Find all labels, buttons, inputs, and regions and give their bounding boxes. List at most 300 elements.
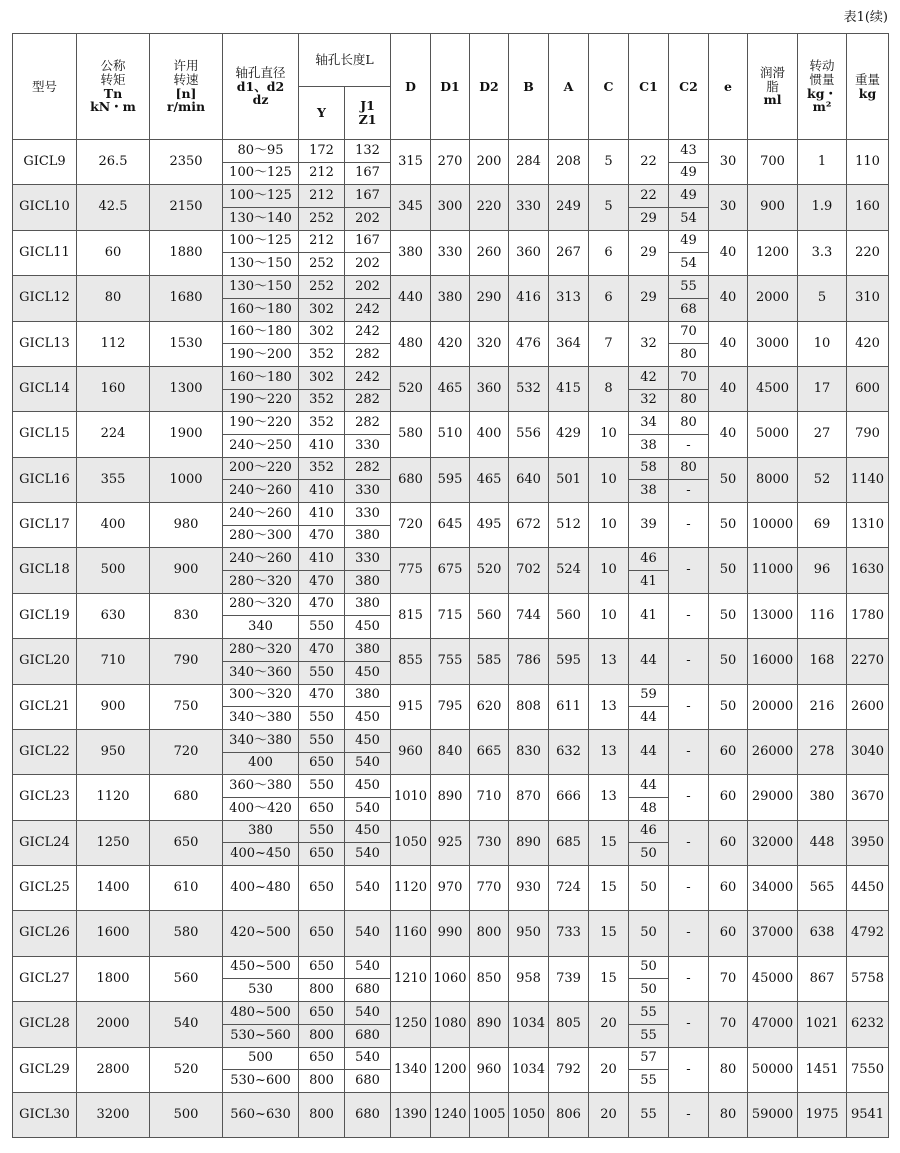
inertia-cell: 69 — [798, 503, 847, 548]
dim-D-cell: 1390 — [391, 1092, 431, 1137]
model-cell: GICL13 — [13, 321, 77, 366]
dim-C1-cell: 41 — [629, 593, 669, 638]
table-row — [13, 729, 889, 752]
dim-B-cell: 360 — [509, 230, 549, 275]
bore-cell: 200～220 — [223, 457, 299, 480]
grease-cell: 37000 — [748, 911, 798, 956]
header-D1: D1 — [431, 34, 470, 140]
table-row — [13, 820, 889, 843]
weight-cell: 600 — [847, 366, 889, 411]
dim-D-cell: 480 — [391, 321, 431, 366]
length-j1z1-cell: 380 — [345, 639, 391, 662]
dim-D2-cell: 465 — [470, 457, 509, 502]
dim-B-cell: 416 — [509, 276, 549, 321]
dim-C1-cell: 44 — [629, 639, 669, 684]
dim-C-cell: 20 — [589, 1047, 629, 1092]
length-y-cell: 302 — [299, 321, 345, 344]
dim-C-cell: 13 — [589, 684, 629, 729]
speed-cell: 1530 — [150, 321, 223, 366]
length-y-cell: 550 — [299, 729, 345, 752]
dim-D-cell: 960 — [391, 729, 431, 774]
dim-C-cell: 10 — [589, 593, 629, 638]
dim-D1-cell: 675 — [431, 548, 470, 593]
header-Y: Y — [299, 87, 345, 140]
torque-cell: 112 — [77, 321, 150, 366]
dim-e-cell: 40 — [709, 230, 748, 275]
length-y-cell: 302 — [299, 298, 345, 321]
bore-cell: 300～320 — [223, 684, 299, 707]
dim-D1-cell: 890 — [431, 775, 470, 820]
dim-C1-cell: 38 — [629, 480, 669, 503]
dim-D1-cell: 595 — [431, 457, 470, 502]
table-row — [13, 412, 889, 435]
speed-cell: 1000 — [150, 457, 223, 502]
speed-cell: 500 — [150, 1092, 223, 1137]
length-j1z1-cell: 330 — [345, 548, 391, 571]
bore-cell: 340～380 — [223, 729, 299, 752]
model-cell: GICL17 — [13, 503, 77, 548]
grease-cell: 11000 — [748, 548, 798, 593]
inertia-cell: 1.9 — [798, 185, 847, 230]
model-cell: GICL16 — [13, 457, 77, 502]
dim-C2-cell: 80 — [669, 344, 709, 367]
dim-A-cell: 792 — [549, 1047, 589, 1092]
weight-cell: 110 — [847, 140, 889, 185]
table-row — [13, 321, 889, 344]
dim-D2-cell: 360 — [470, 366, 509, 411]
dim-C2-cell: 80 — [669, 389, 709, 412]
dim-A-cell: 501 — [549, 457, 589, 502]
speed-cell: 540 — [150, 1002, 223, 1047]
torque-cell: 42.5 — [77, 185, 150, 230]
dim-D2-cell: 400 — [470, 412, 509, 457]
bore-cell: 340～380 — [223, 707, 299, 730]
dim-C-cell: 15 — [589, 820, 629, 865]
dim-C1-cell: 22 — [629, 185, 669, 208]
length-j1z1-cell: 380 — [345, 525, 391, 548]
length-y-cell: 410 — [299, 434, 345, 457]
inertia-cell: 3.3 — [798, 230, 847, 275]
inertia-cell: 1975 — [798, 1092, 847, 1137]
weight-cell: 3670 — [847, 775, 889, 820]
dim-e-cell: 70 — [709, 1002, 748, 1047]
model-cell: GICL29 — [13, 1047, 77, 1092]
model-cell: GICL15 — [13, 412, 77, 457]
weight-cell: 4450 — [847, 866, 889, 911]
weight-cell: 420 — [847, 321, 889, 366]
weight-cell: 1310 — [847, 503, 889, 548]
dim-D-cell: 1160 — [391, 911, 431, 956]
dim-e-cell: 50 — [709, 503, 748, 548]
dim-C-cell: 5 — [589, 140, 629, 185]
dim-C1-cell: 50 — [629, 843, 669, 866]
speed-cell: 1300 — [150, 366, 223, 411]
table-row — [13, 503, 889, 526]
inertia-cell: 52 — [798, 457, 847, 502]
dim-D2-cell: 320 — [470, 321, 509, 366]
dim-A-cell: 560 — [549, 593, 589, 638]
dim-A-cell: 611 — [549, 684, 589, 729]
length-j1z1-cell: 242 — [345, 321, 391, 344]
length-y-cell: 650 — [299, 956, 345, 979]
dim-A-cell: 429 — [549, 412, 589, 457]
weight-cell: 5758 — [847, 956, 889, 1001]
dim-A-cell: 524 — [549, 548, 589, 593]
bore-cell: 80～95 — [223, 140, 299, 163]
dim-C2-cell: - — [669, 911, 709, 956]
dim-D2-cell: 620 — [470, 684, 509, 729]
length-j1z1-cell: 330 — [345, 503, 391, 526]
length-y-cell: 302 — [299, 366, 345, 389]
dim-A-cell: 415 — [549, 366, 589, 411]
length-j1z1-cell: 540 — [345, 1002, 391, 1025]
grease-cell: 26000 — [748, 729, 798, 774]
dim-e-cell: 50 — [709, 684, 748, 729]
speed-cell: 560 — [150, 956, 223, 1001]
torque-cell: 355 — [77, 457, 150, 502]
dim-A-cell: 364 — [549, 321, 589, 366]
dim-C2-cell: - — [669, 820, 709, 865]
dim-C1-cell: 50 — [629, 956, 669, 979]
header-length-group: 轴孔长度L — [299, 34, 391, 87]
speed-cell: 830 — [150, 593, 223, 638]
dim-C1-cell: 29 — [629, 208, 669, 231]
model-cell: GICL9 — [13, 140, 77, 185]
dim-C2-cell: 49 — [669, 162, 709, 185]
dim-e-cell: 30 — [709, 185, 748, 230]
dim-C2-cell: 70 — [669, 366, 709, 389]
bore-cell: 340 — [223, 616, 299, 639]
weight-cell: 3950 — [847, 820, 889, 865]
speed-cell: 750 — [150, 684, 223, 729]
dim-C1-cell: 48 — [629, 797, 669, 820]
dim-D2-cell: 730 — [470, 820, 509, 865]
length-y-cell: 470 — [299, 593, 345, 616]
dim-D-cell: 775 — [391, 548, 431, 593]
dim-C2-cell: 54 — [669, 208, 709, 231]
bore-cell: 130～140 — [223, 208, 299, 231]
dim-C2-cell: 43 — [669, 140, 709, 163]
dim-C1-cell: 55 — [629, 1070, 669, 1093]
dim-C1-cell: 38 — [629, 434, 669, 457]
dim-e-cell: 60 — [709, 820, 748, 865]
model-cell: GICL23 — [13, 775, 77, 820]
dim-B-cell: 330 — [509, 185, 549, 230]
table-row — [13, 276, 889, 299]
dim-C-cell: 20 — [589, 1092, 629, 1137]
speed-cell: 2150 — [150, 185, 223, 230]
length-y-cell: 800 — [299, 1070, 345, 1093]
model-cell: GICL22 — [13, 729, 77, 774]
length-j1z1-cell: 450 — [345, 616, 391, 639]
header-speed: 许用 转速 [n] r/min — [150, 34, 223, 140]
dim-D-cell: 380 — [391, 230, 431, 275]
length-j1z1-cell: 680 — [345, 979, 391, 1002]
model-cell: GICL27 — [13, 956, 77, 1001]
inertia-cell: 5 — [798, 276, 847, 321]
bore-cell: 240～260 — [223, 503, 299, 526]
dim-e-cell: 50 — [709, 593, 748, 638]
dim-D2-cell: 220 — [470, 185, 509, 230]
bore-cell: 130～150 — [223, 253, 299, 276]
dim-D2-cell: 200 — [470, 140, 509, 185]
dim-C2-cell: - — [669, 434, 709, 457]
grease-cell: 34000 — [748, 866, 798, 911]
length-y-cell: 650 — [299, 1047, 345, 1070]
length-j1z1-cell: 540 — [345, 1047, 391, 1070]
dim-C1-cell: 57 — [629, 1047, 669, 1070]
inertia-cell: 116 — [798, 593, 847, 638]
length-y-cell: 252 — [299, 208, 345, 231]
bore-cell: 530~560 — [223, 1024, 299, 1047]
dim-C2-cell: - — [669, 729, 709, 774]
length-j1z1-cell: 282 — [345, 389, 391, 412]
bore-cell: 530 — [223, 979, 299, 1002]
dim-C-cell: 10 — [589, 412, 629, 457]
grease-cell: 4500 — [748, 366, 798, 411]
dim-C1-cell: 46 — [629, 548, 669, 571]
header-grease: 润滑 脂 ml — [748, 34, 798, 140]
length-y-cell: 650 — [299, 1002, 345, 1025]
dim-e-cell: 80 — [709, 1092, 748, 1137]
inertia-cell: 10 — [798, 321, 847, 366]
length-j1z1-cell: 540 — [345, 797, 391, 820]
bore-cell: 360～380 — [223, 775, 299, 798]
header-torque: 公称 转矩 Tn kN・m — [77, 34, 150, 140]
torque-cell: 2000 — [77, 1002, 150, 1047]
dim-C2-cell: - — [669, 956, 709, 1001]
inertia-cell: 17 — [798, 366, 847, 411]
bore-cell: 130～150 — [223, 276, 299, 299]
torque-cell: 1600 — [77, 911, 150, 956]
length-j1z1-cell: 380 — [345, 571, 391, 594]
speed-cell: 1900 — [150, 412, 223, 457]
dim-C-cell: 13 — [589, 639, 629, 684]
dim-e-cell: 60 — [709, 729, 748, 774]
header-C2: C2 — [669, 34, 709, 140]
bore-cell: 480~500 — [223, 1002, 299, 1025]
dim-C1-cell: 32 — [629, 321, 669, 366]
bore-cell: 420~500 — [223, 911, 299, 956]
dim-A-cell: 739 — [549, 956, 589, 1001]
length-j1z1-cell: 167 — [345, 185, 391, 208]
dim-C2-cell: - — [669, 593, 709, 638]
dim-C-cell: 13 — [589, 729, 629, 774]
table-row — [13, 140, 889, 163]
dim-e-cell: 50 — [709, 548, 748, 593]
dim-C1-cell: 22 — [629, 140, 669, 185]
dim-D2-cell: 495 — [470, 503, 509, 548]
bore-cell: 340～360 — [223, 661, 299, 684]
dim-B-cell: 672 — [509, 503, 549, 548]
length-j1z1-cell: 450 — [345, 775, 391, 798]
dim-D1-cell: 1200 — [431, 1047, 470, 1092]
header-e: e — [709, 34, 748, 140]
torque-cell: 60 — [77, 230, 150, 275]
header-B: B — [509, 34, 549, 140]
dim-C-cell: 7 — [589, 321, 629, 366]
dim-C1-cell: 29 — [629, 276, 669, 321]
length-y-cell: 352 — [299, 457, 345, 480]
dim-A-cell: 724 — [549, 866, 589, 911]
dim-C1-cell: 34 — [629, 412, 669, 435]
speed-cell: 580 — [150, 911, 223, 956]
dim-e-cell: 40 — [709, 412, 748, 457]
length-j1z1-cell: 167 — [345, 162, 391, 185]
table-row — [13, 911, 889, 956]
dim-C-cell: 10 — [589, 503, 629, 548]
speed-cell: 520 — [150, 1047, 223, 1092]
dim-C1-cell: 44 — [629, 775, 669, 798]
dim-D-cell: 680 — [391, 457, 431, 502]
grease-cell: 1200 — [748, 230, 798, 275]
dim-D2-cell: 665 — [470, 729, 509, 774]
dim-C2-cell: - — [669, 548, 709, 593]
model-cell: GICL14 — [13, 366, 77, 411]
torque-cell: 1120 — [77, 775, 150, 820]
dim-A-cell: 595 — [549, 639, 589, 684]
weight-cell: 1630 — [847, 548, 889, 593]
model-cell: GICL28 — [13, 1002, 77, 1047]
grease-cell: 8000 — [748, 457, 798, 502]
dim-A-cell: 512 — [549, 503, 589, 548]
bore-cell: 280～320 — [223, 639, 299, 662]
dim-C2-cell: - — [669, 639, 709, 684]
dim-e-cell: 30 — [709, 140, 748, 185]
dim-B-cell: 830 — [509, 729, 549, 774]
dim-D-cell: 815 — [391, 593, 431, 638]
dim-B-cell: 950 — [509, 911, 549, 956]
length-j1z1-cell: 282 — [345, 457, 391, 480]
length-y-cell: 470 — [299, 639, 345, 662]
bore-cell: 190～200 — [223, 344, 299, 367]
table-row — [13, 1047, 889, 1070]
model-cell: GICL10 — [13, 185, 77, 230]
dim-D2-cell: 710 — [470, 775, 509, 820]
dim-e-cell: 60 — [709, 775, 748, 820]
header-model: 型号 — [13, 34, 77, 140]
length-y-cell: 650 — [299, 843, 345, 866]
speed-cell: 980 — [150, 503, 223, 548]
bore-cell: 560~630 — [223, 1092, 299, 1137]
dim-B-cell: 1050 — [509, 1092, 549, 1137]
torque-cell: 630 — [77, 593, 150, 638]
table-body — [13, 140, 889, 1138]
dim-A-cell: 632 — [549, 729, 589, 774]
table-row — [13, 866, 889, 911]
dim-A-cell: 313 — [549, 276, 589, 321]
inertia-cell: 278 — [798, 729, 847, 774]
length-j1z1-cell: 132 — [345, 140, 391, 163]
speed-cell: 1680 — [150, 276, 223, 321]
table-row — [13, 457, 889, 480]
dim-C2-cell: - — [669, 503, 709, 548]
grease-cell: 700 — [748, 140, 798, 185]
dim-C1-cell: 55 — [629, 1002, 669, 1025]
bore-cell: 190～220 — [223, 412, 299, 435]
length-j1z1-cell: 680 — [345, 1092, 391, 1137]
weight-cell: 4792 — [847, 911, 889, 956]
dim-D-cell: 580 — [391, 412, 431, 457]
dim-D1-cell: 270 — [431, 140, 470, 185]
table-row — [13, 548, 889, 571]
bore-cell: 190～220 — [223, 389, 299, 412]
weight-cell: 2600 — [847, 684, 889, 729]
torque-cell: 160 — [77, 366, 150, 411]
bore-cell: 100～125 — [223, 230, 299, 253]
dim-D-cell: 855 — [391, 639, 431, 684]
dim-D2-cell: 290 — [470, 276, 509, 321]
length-y-cell: 550 — [299, 661, 345, 684]
dim-B-cell: 640 — [509, 457, 549, 502]
speed-cell: 1880 — [150, 230, 223, 275]
table-header — [13, 34, 889, 140]
dim-D2-cell: 560 — [470, 593, 509, 638]
grease-cell: 20000 — [748, 684, 798, 729]
dim-C2-cell: - — [669, 480, 709, 503]
table-row — [13, 1002, 889, 1025]
torque-cell: 400 — [77, 503, 150, 548]
dim-C-cell: 10 — [589, 457, 629, 502]
dim-D1-cell: 330 — [431, 230, 470, 275]
header-J1Z1: J1 Z1 — [345, 87, 391, 140]
dim-D2-cell: 960 — [470, 1047, 509, 1092]
bore-cell: 450~500 — [223, 956, 299, 979]
torque-cell: 950 — [77, 729, 150, 774]
length-y-cell: 410 — [299, 503, 345, 526]
dim-C1-cell: 50 — [629, 979, 669, 1002]
dim-e-cell: 40 — [709, 366, 748, 411]
torque-cell: 1800 — [77, 956, 150, 1001]
dim-C-cell: 6 — [589, 276, 629, 321]
length-j1z1-cell: 202 — [345, 276, 391, 299]
grease-cell: 16000 — [748, 639, 798, 684]
dim-D2-cell: 1005 — [470, 1092, 509, 1137]
dim-D1-cell: 840 — [431, 729, 470, 774]
table-row — [13, 185, 889, 208]
table-row — [13, 230, 889, 253]
length-j1z1-cell: 380 — [345, 593, 391, 616]
dim-D1-cell: 990 — [431, 911, 470, 956]
length-y-cell: 172 — [299, 140, 345, 163]
dim-D1-cell: 1060 — [431, 956, 470, 1001]
dim-A-cell: 805 — [549, 1002, 589, 1047]
dim-B-cell: 930 — [509, 866, 549, 911]
dim-D1-cell: 925 — [431, 820, 470, 865]
dim-D2-cell: 890 — [470, 1002, 509, 1047]
dim-e-cell: 60 — [709, 911, 748, 956]
bore-cell: 280～300 — [223, 525, 299, 548]
dim-C2-cell: 49 — [669, 230, 709, 253]
dim-C2-cell: - — [669, 775, 709, 820]
weight-cell: 220 — [847, 230, 889, 275]
bore-cell: 240～260 — [223, 480, 299, 503]
dim-C-cell: 15 — [589, 866, 629, 911]
grease-cell: 29000 — [748, 775, 798, 820]
dim-C2-cell: - — [669, 1092, 709, 1137]
length-y-cell: 410 — [299, 480, 345, 503]
speed-cell: 610 — [150, 866, 223, 911]
dim-C2-cell: - — [669, 1047, 709, 1092]
length-j1z1-cell: 380 — [345, 684, 391, 707]
dim-e-cell: 70 — [709, 956, 748, 1001]
weight-cell: 1780 — [847, 593, 889, 638]
dim-C-cell: 5 — [589, 185, 629, 230]
weight-cell: 790 — [847, 412, 889, 457]
table-row — [13, 1092, 889, 1137]
dim-D-cell: 315 — [391, 140, 431, 185]
dim-D-cell: 1210 — [391, 956, 431, 1001]
